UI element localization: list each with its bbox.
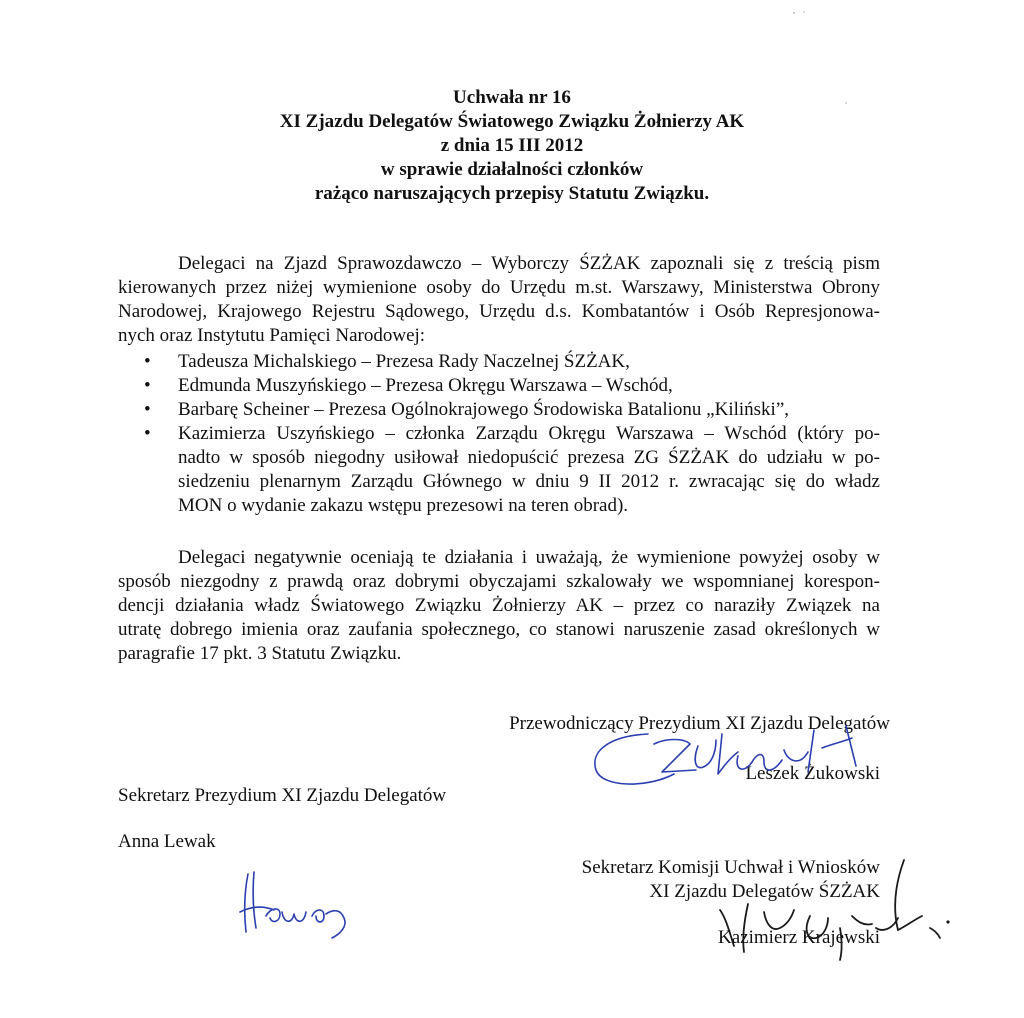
presidium-secretary-name: Anna Lewak — [118, 831, 216, 852]
paragraph-intro-line: Delegaci na Zjazd Sprawozdawczo – Wyborczy ŚZŻAK zapoznali się z treścią pism — [178, 253, 880, 274]
paragraph-intro — [118, 252, 880, 348]
paragraph-assessment-line: dencji działania władz Światowego Związku Żołnierzy AK – przez co naraziły Związek na — [118, 595, 880, 616]
list-item-line: MON o wydanie zakazu wstępu prezesowi na teren obrad). — [178, 495, 629, 516]
list-item — [118, 374, 880, 398]
commission-secretary-title-line2: XI Zjazdu Delegatów ŚZŻAK — [649, 881, 880, 902]
resolution-heading — [0, 86, 1024, 206]
list-item-line: Kazimierza Uszyńskiego – członka Zarządu Okręgu Warszawa – Wschód (który po- — [178, 423, 880, 444]
paragraph-assessment-line: paragrafie 17 pkt. 3 Statutu Związku. — [118, 643, 402, 664]
heading-line-1: Uchwała nr 16 — [453, 87, 571, 108]
bullet-icon: • — [144, 423, 151, 444]
list-item-line: Barbarę Scheiner – Prezesa Ogólnokrajowego Środowiska Batalionu „Kiliński”, — [178, 399, 790, 420]
heading-line-3: z dnia 15 III 2012 — [440, 135, 584, 156]
chairman-signature — [588, 722, 888, 792]
paragraph-intro-line: nych oraz Instytutu Pamięci Narodowej: — [118, 325, 426, 346]
chairman-name: Leszek Żukowski — [745, 763, 880, 784]
presidium-secretary-signature — [236, 866, 366, 946]
bullet-icon: • — [144, 375, 151, 396]
chairman-title: Przewodniczący Prezydium XI Zjazdu Delegatów — [509, 713, 890, 734]
persons-list — [118, 350, 880, 518]
paragraph-assessment-line: utratę dobrego imienia oraz zaufania społecznego, co stanowi naruszenie zasad określonych w — [118, 619, 880, 640]
presidium-secretary-title: Sekretarz Prezydium XI Zjazdu Delegatów — [118, 785, 447, 806]
paragraph-assessment — [118, 546, 880, 666]
paragraph-assessment-line: Delegaci negatywnie oceniają te działania i uważają, że wymienione powyżej osoby w — [178, 547, 880, 568]
scan-speck — [790, 4, 810, 22]
scan-speck — [842, 94, 852, 112]
list-item — [118, 398, 880, 422]
heading-line-2: XI Zjazdu Delegatów Światowego Związku Żołnierzy AK — [279, 111, 745, 132]
list-item-line: Tadeusza Michalskiego – Prezesa Rady Naczelnej ŚZŻAK, — [178, 351, 630, 372]
heading-line-5: rażąco naruszających przepisy Statutu Związku. — [314, 183, 710, 204]
list-item-line: siedzeniu plenarnym Zarządu Głównego w dniu 9 II 2012 r. zwracając się do władz — [178, 471, 880, 492]
bullet-icon: • — [144, 399, 151, 420]
paragraph-intro-line: Narodowej, Krajowego Rejestru Sądowego, Urzędu d.s. Kombatantów i Osób Represjonowa- — [118, 301, 880, 322]
bullet-icon: • — [144, 351, 151, 372]
commission-secretary-title-line1: Sekretarz Komisji Uchwał i Wniosków — [581, 857, 880, 878]
list-item-line: nadto w sposób niegodny usiłował niedopuścić prezesa ZG ŚZŻAK do udziału w po- — [178, 447, 880, 468]
list-item — [118, 422, 880, 518]
paragraph-assessment-line: sposób niezgodny z prawdą oraz dobrymi obyczajami szkalowały we wspomnianej korespon- — [118, 571, 880, 592]
list-item-line: Edmunda Muszyńskiego – Prezesa Okręgu Warszawa – Wschód, — [178, 375, 673, 396]
commission-secretary-signature — [700, 858, 960, 968]
paragraph-intro-line: kierowanych przez niżej wymienione osoby do Urzędu m.st. Warszawy, Ministerstwa Obrony — [118, 277, 880, 298]
list-item — [118, 350, 880, 374]
heading-line-4: w sprawie działalności członków — [380, 159, 644, 180]
commission-secretary-name: Kazimierz Krajewski — [718, 927, 880, 948]
